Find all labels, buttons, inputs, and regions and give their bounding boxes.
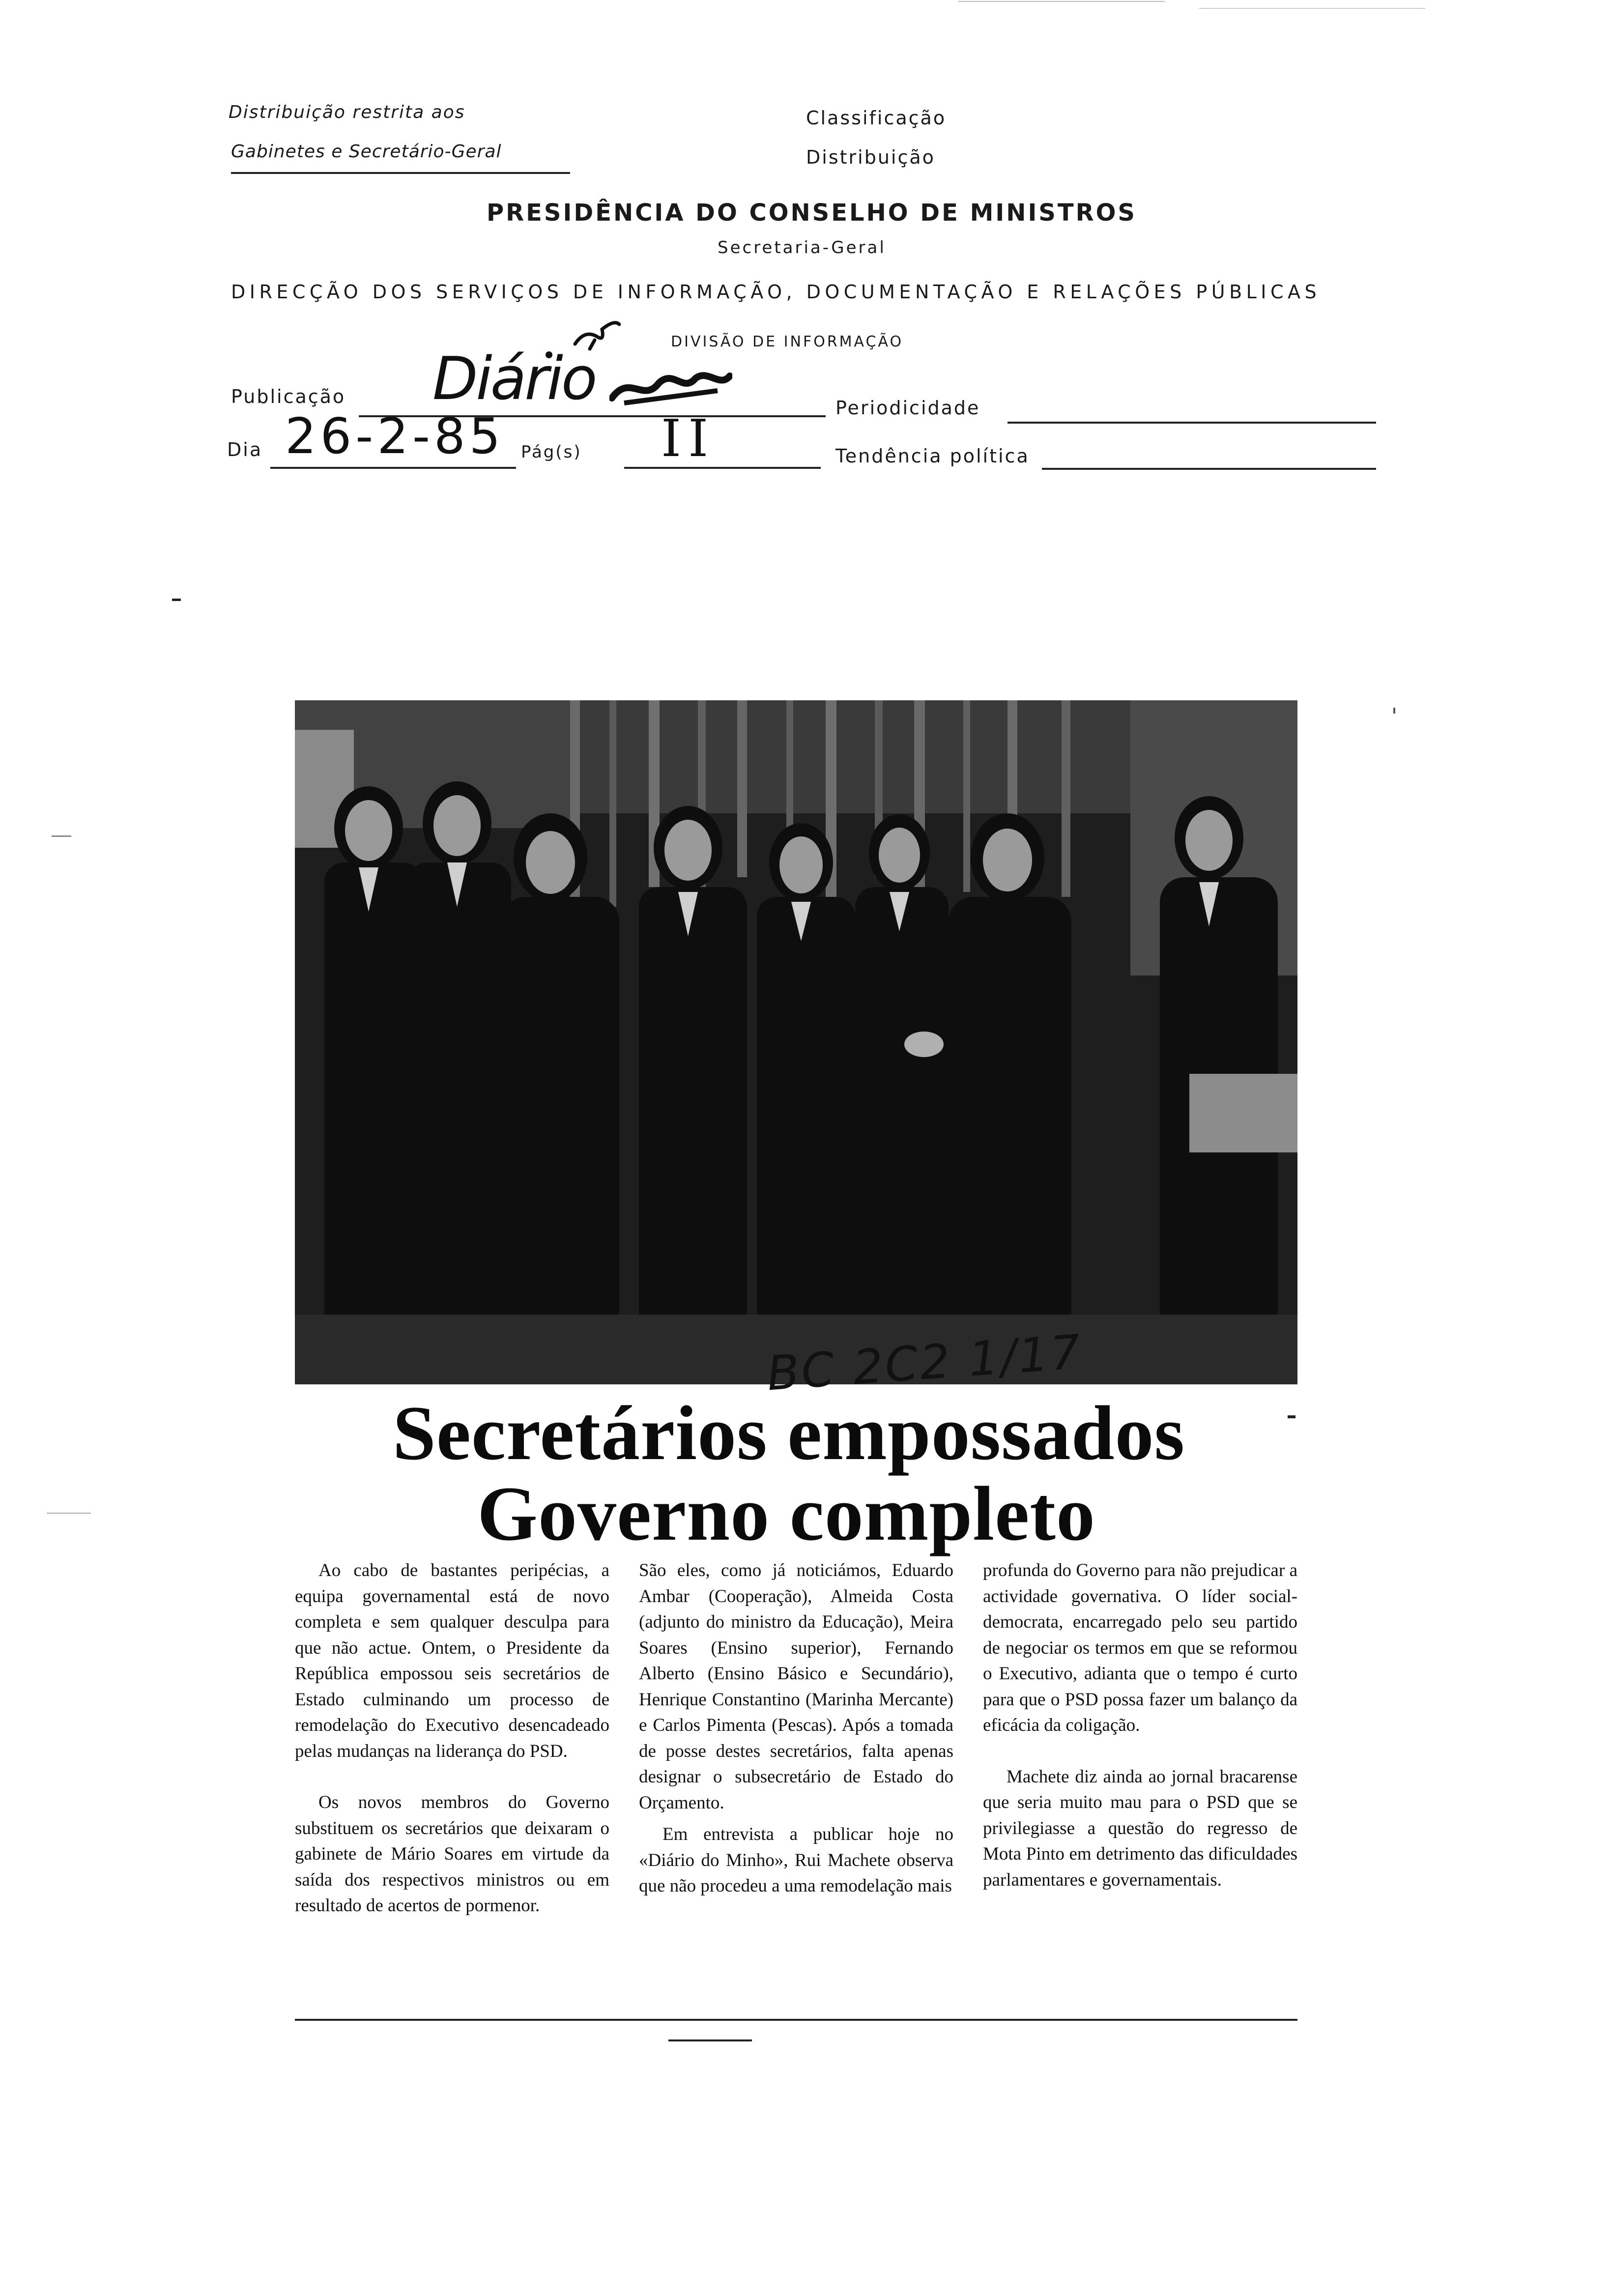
pages-field-line <box>624 467 821 469</box>
column1-paragraph1: Ao cabo de bastantes peripécias, a equipa governamental está de novo completa e sem qualquer desculpa para que não actue. Ontem, o Presidente da República empossou seis secretários de Estado culminando um processo de remodelação do Executivo desencadeado pelas mudanças na liderança do PSD. <box>295 1560 609 1761</box>
scan-mark <box>52 835 71 837</box>
distribution-label: Distribuição <box>806 146 935 168</box>
political-tendency-field-line <box>1042 468 1376 470</box>
publication-handwritten-value: Diário <box>432 345 596 413</box>
publication-label: Publicação <box>231 386 346 407</box>
headline-line1: Secretários empossados <box>392 1390 1185 1476</box>
article-column-2 <box>639 1558 953 1899</box>
scan-mark <box>1393 708 1395 714</box>
day-label: Dia <box>227 439 263 460</box>
article-column-3 <box>983 1558 1297 1893</box>
article-column-1 <box>295 1558 609 1919</box>
directorate-title: DIRECÇÃO DOS SERVIÇOS DE INFORMAÇÃO, DOCUMENTAÇÃO E RELAÇÕES PÚBLICAS <box>231 281 1321 303</box>
distribution-restriction-line1: Distribuição restrita aos <box>229 102 465 122</box>
handshake <box>904 1032 944 1057</box>
pages-label: Pág(s) <box>521 442 582 462</box>
column2-paragraph1: São eles, como já noticiámos, Eduardo Ambar (Cooperação), Almeida Costa (adjunto do ministro da Educação), Meira Soares (Ensino superior), Fernando Alberto (Ensino Básico e Secundário), Henrique Constantino (Marinha Mercante) e Carlos Pimenta (Pescas). Após a tomada de posse destes secretários, falta apenas designar o subsecretário de Estado do Orçamento. <box>639 1560 953 1813</box>
scan-mark <box>958 1 1165 2</box>
distribution-restriction-line2: Gabinetes e Secretário-Geral <box>231 142 502 162</box>
ministry-title: PRESIDÊNCIA DO CONSELHO DE MINISTROS <box>487 199 1137 227</box>
news-photo <box>295 700 1297 1384</box>
day-handwritten-value: 26-2-85 <box>285 407 505 465</box>
archive-handwritten-stamp: BC 2C2 1/17 <box>765 1324 1084 1402</box>
periodicity-label: Periodicidade <box>835 397 980 419</box>
classification-label: Classificação <box>806 107 947 129</box>
article-bottom-rule <box>295 2019 1297 2021</box>
article-end-mark <box>668 2039 752 2041</box>
column3-paragraph2: Machete diz ainda ao jornal bracarense que seria muito mau para o PSD que se privilegiasse a questão do regresso de Mota Pinto em detrimento das dificuldades parlamentares e governamentais. <box>983 1766 1297 1890</box>
column1-paragraph2: Os novos membros do Governo substituem os secretários que deixaram o gabinete de Mário Soares em virtude da saída dos respectivos ministros ou em resultado de acertos de pormenor. <box>295 1792 609 1916</box>
publication-scribble-icon <box>609 364 732 408</box>
column2-paragraph2: Em entrevista a publicar hoje no «Diário do Minho», Rui Machete observa que não procedeu a uma remodelação mais <box>639 1824 953 1896</box>
periodicity-field-line <box>1008 422 1376 424</box>
scan-mark <box>172 599 181 601</box>
day-field-line <box>270 467 516 469</box>
headline-line2: Governo completo <box>477 1471 1095 1557</box>
table-object <box>1189 1074 1297 1152</box>
division-title: DIVISÃO DE INFORMAÇÃO <box>671 333 904 350</box>
scan-mark <box>1199 8 1425 9</box>
political-tendency-label: Tendência política <box>835 445 1030 467</box>
distribution-underline <box>231 172 570 174</box>
photo-scene <box>295 700 1297 1384</box>
pages-handwritten-value: II <box>661 408 716 468</box>
column3-paragraph1: profunda do Governo para não prejudicar a actividade governativa. O líder social-democrata, encarregado pelo seu partido de negociar os termos em que se reformou o Executivo, adianta que o tempo é curto para que o PSD possa fazer um balanço da eficácia da coligação. <box>983 1560 1297 1735</box>
secretariat-title: Secretaria-Geral <box>718 238 886 258</box>
